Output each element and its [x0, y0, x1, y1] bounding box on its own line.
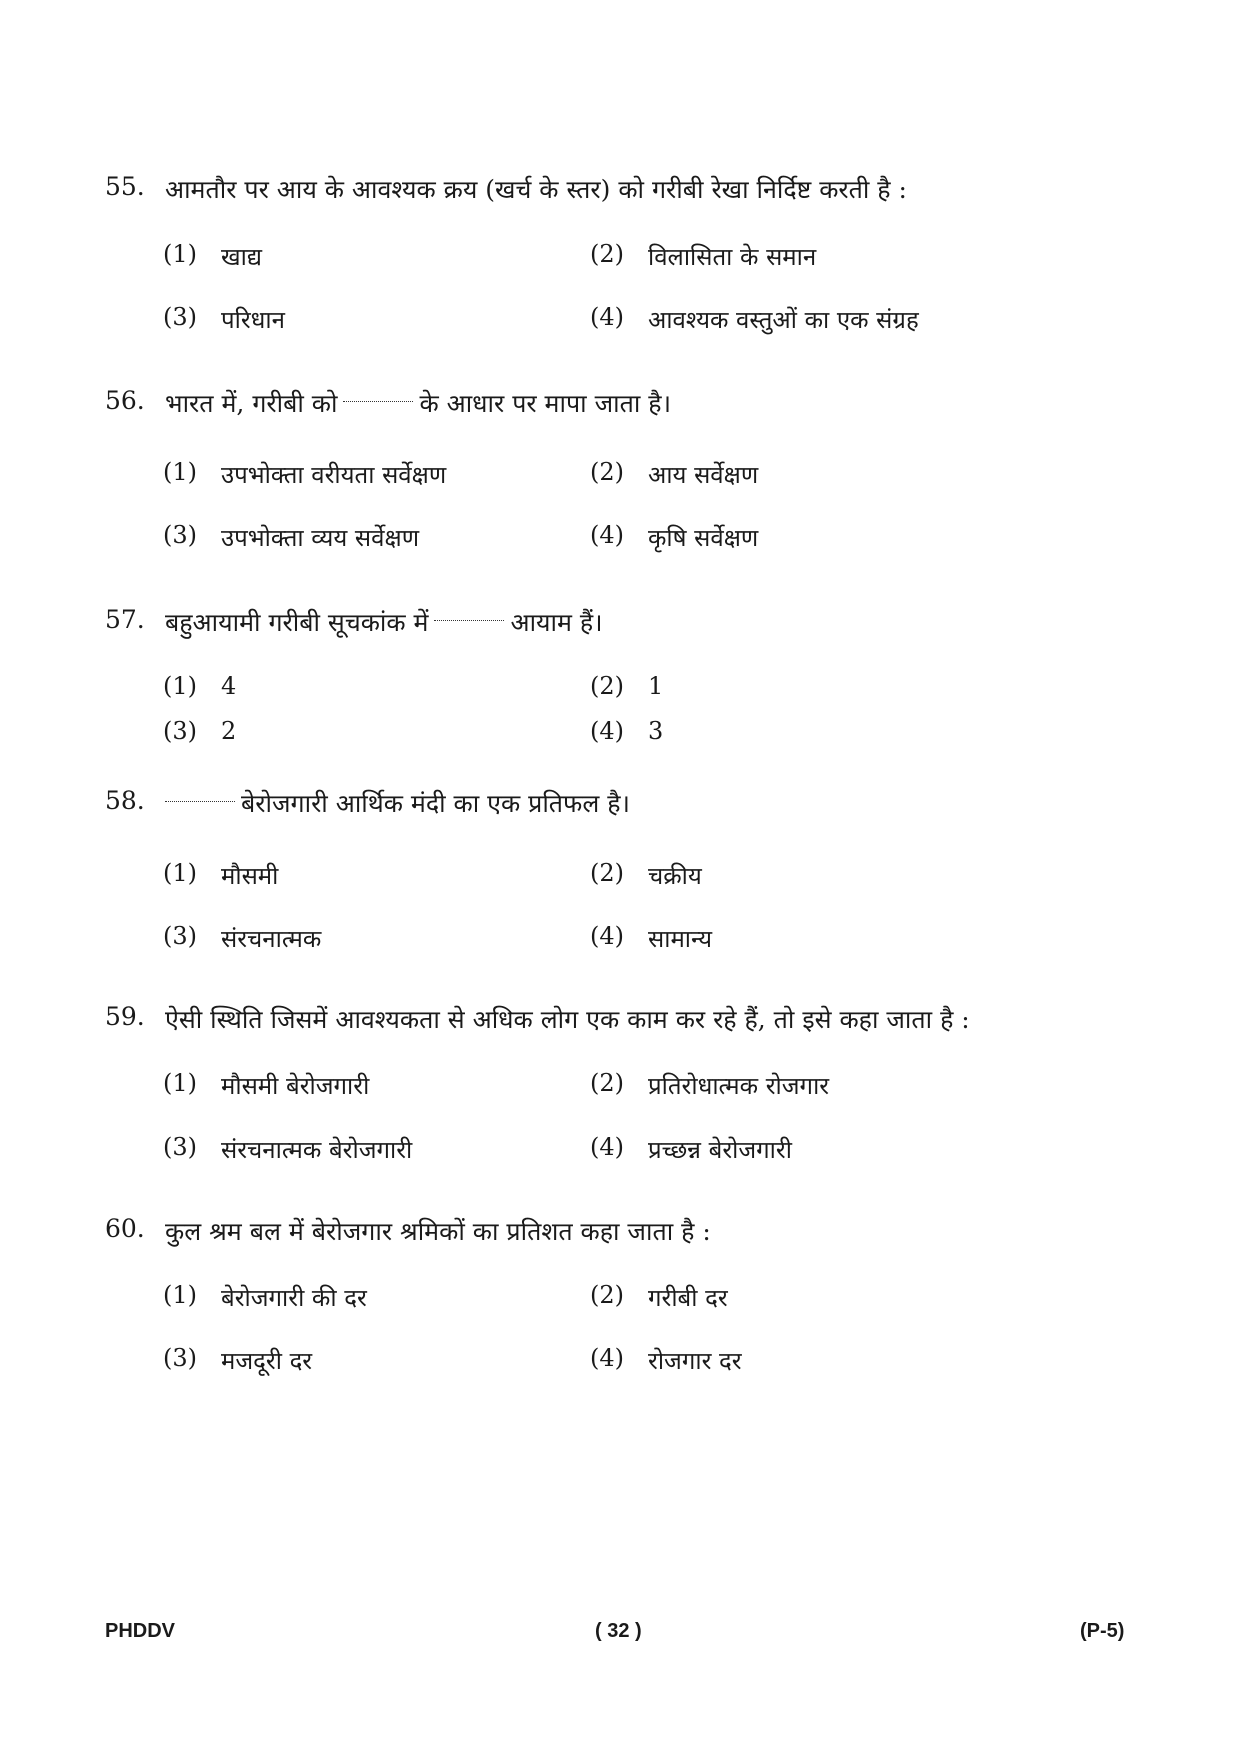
- option-text: प्रच्छन्न बेरोजगारी: [648, 1136, 792, 1164]
- option-number: (1): [163, 458, 197, 486]
- option-text: 2: [221, 717, 237, 745]
- option-number: (2): [590, 240, 624, 268]
- option-text: 3: [648, 717, 664, 745]
- option-number: (4): [590, 1133, 624, 1161]
- fill-in-blank: [343, 400, 413, 402]
- option-number: (1): [163, 240, 197, 268]
- question-text-end: आयाम हैं।: [510, 608, 603, 637]
- question-number: 56.: [105, 386, 145, 415]
- question-text-end: के आधार पर मापा जाता है।: [419, 389, 672, 418]
- option-number: (3): [163, 521, 197, 549]
- option-number: (3): [163, 303, 197, 331]
- question-text: [165, 786, 630, 820]
- option-number: (1): [163, 1069, 197, 1097]
- question-text: [165, 605, 603, 639]
- option-number: (1): [163, 1281, 197, 1309]
- option-text: 1: [648, 672, 664, 700]
- option-number: (3): [163, 1133, 197, 1161]
- option-number: (2): [590, 1281, 624, 1309]
- question-text-start: बहुआयामी गरीबी सूचकांक में: [165, 608, 429, 637]
- option-number: (3): [163, 1344, 197, 1372]
- question-number: 57.: [105, 605, 145, 634]
- option-text: चक्रीय: [648, 862, 702, 890]
- question-number: 55.: [105, 172, 145, 201]
- option-text: मौसमी: [221, 862, 279, 890]
- option-number: (4): [590, 1344, 624, 1372]
- option-number: (4): [590, 717, 624, 745]
- option-number: (3): [163, 717, 197, 745]
- question-text: आमतौर पर आय के आवश्यक क्रय (खर्च के स्तर) को गरीबी रेखा निर्दिष्ट करती है :: [165, 175, 907, 204]
- option-text: प्रतिरोधात्मक रोजगार: [648, 1072, 830, 1100]
- option-text: रोजगार दर: [648, 1347, 742, 1375]
- fill-in-blank: [434, 619, 504, 621]
- option-text: उपभोक्ता व्यय सर्वेक्षण: [221, 524, 420, 552]
- option-text: विलासिता के समान: [648, 243, 817, 271]
- question-text: कुल श्रम बल में बेरोजगार श्रमिकों का प्रतिशत कहा जाता है :: [165, 1217, 711, 1246]
- option-text: संरचनात्मक बेरोजगारी: [221, 1136, 413, 1164]
- option-text: 4: [221, 672, 237, 700]
- option-text: परिधान: [221, 306, 285, 334]
- question-number: 59.: [105, 1002, 145, 1031]
- option-text: सामान्य: [648, 925, 713, 953]
- page-number: ( 32 ): [595, 1620, 642, 1642]
- question-text-start: भारत में, गरीबी को: [165, 389, 338, 418]
- fill-in-blank: [165, 800, 235, 802]
- option-text: उपभोक्ता वरीयता सर्वेक्षण: [221, 461, 447, 489]
- footer-code: PHDDV: [105, 1620, 176, 1642]
- option-number: (2): [590, 458, 624, 486]
- option-text: आवश्यक वस्तुओं का एक संग्रह: [648, 306, 919, 334]
- option-text: गरीबी दर: [648, 1284, 728, 1312]
- option-number: (2): [590, 859, 624, 887]
- option-number: (4): [590, 303, 624, 331]
- question-number: 58.: [105, 786, 145, 815]
- option-number: (2): [590, 672, 624, 700]
- option-number: (1): [163, 859, 197, 887]
- question-text-end: बेरोजगारी आर्थिक मंदी का एक प्रतिफल है।: [241, 789, 630, 818]
- option-text: संरचनात्मक: [221, 925, 322, 953]
- option-text: कृषि सर्वेक्षण: [648, 524, 759, 552]
- option-text: बेरोजगारी की दर: [221, 1284, 367, 1312]
- option-number: (1): [163, 672, 197, 700]
- option-text: मजदूरी दर: [221, 1347, 313, 1375]
- option-text: खाद्य: [221, 243, 262, 271]
- option-number: (2): [590, 1069, 624, 1097]
- option-number: (4): [590, 922, 624, 950]
- question-text: [165, 386, 671, 420]
- option-text: आय सर्वेक्षण: [648, 461, 759, 489]
- question-number: 60.: [105, 1214, 145, 1243]
- question-text: ऐसी स्थिति जिसमें आवश्यकता से अधिक लोग एक काम कर रहे हैं, तो इसे कहा जाता है :: [165, 1005, 970, 1034]
- option-number: (4): [590, 521, 624, 549]
- option-number: (3): [163, 922, 197, 950]
- option-text: मौसमी बेरोजगारी: [221, 1072, 370, 1100]
- footer-set: (P-5): [1080, 1620, 1125, 1642]
